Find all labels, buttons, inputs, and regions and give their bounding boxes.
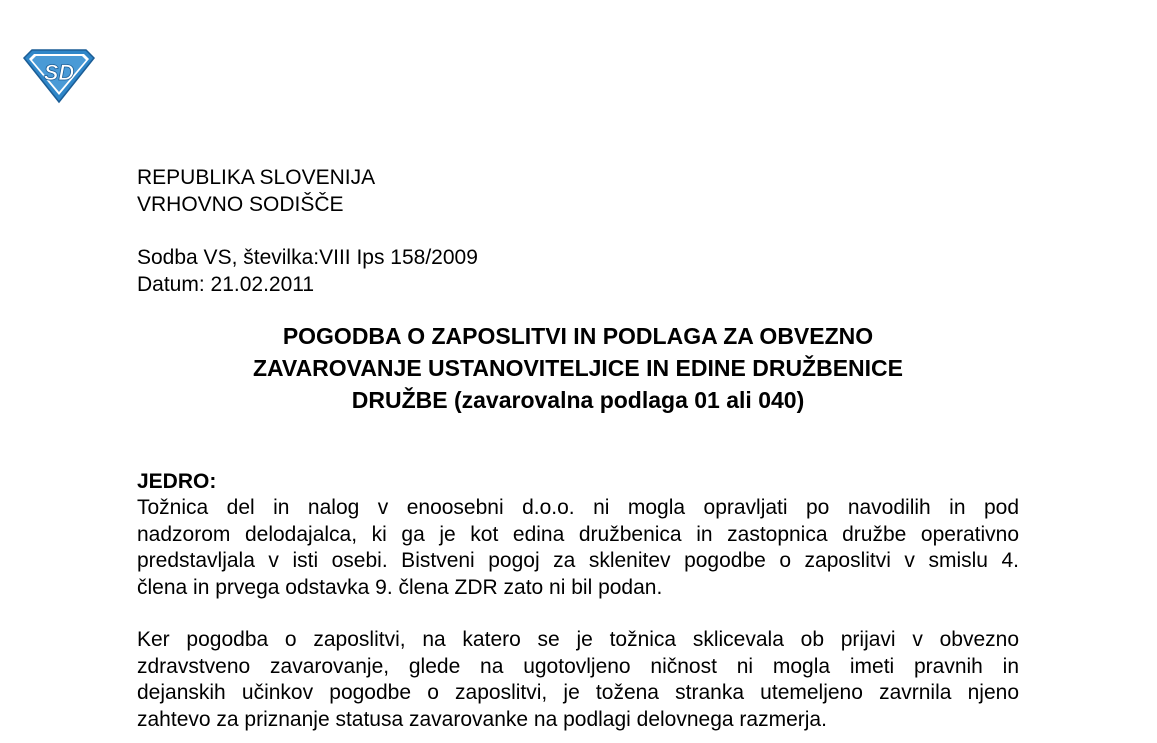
title-line: POGODBA O ZAPOSLITVI IN PODLAGA ZA OBVEZNO (282, 323, 874, 349)
section-heading: JEDRO: (137, 470, 217, 493)
paragraph-line: nadzorom delodajalca, ki ga je kot edina družbenica in zastopnica družbe operativno (137, 522, 1019, 546)
title-line: ZAVAROVANJE USTANOVITELJICE IN EDINE DRUŽBENICE (252, 355, 904, 381)
core-paragraph-1 (137, 495, 1019, 601)
paragraph-line: zdravstveno zavarovanje, glede na ugotovljeno ničnost ni mogla imeti pravnih in (137, 654, 1019, 678)
court-name: VRHOVNO SODIŠČE (137, 193, 344, 216)
title-line: DRUŽBE (zavarovalna podlaga 01 ali 040) (351, 387, 805, 413)
document-body (137, 164, 1019, 733)
sd-logo (22, 48, 96, 104)
core-paragraph-2 (137, 627, 1019, 733)
case-number: Sodba VS, številka:VIII Ips 158/2009 (137, 246, 478, 269)
document-title (137, 320, 1019, 416)
court-country: REPUBLIKA SLOVENIJA (137, 166, 376, 189)
paragraph-line: Ker pogodba o zaposlitvi, na katero se je tožnica sklicevala ob prijavi v obvezno (137, 628, 1019, 651)
paragraph-line: predstavljala v isti osebi. Bistveni pogoj za sklenitev pogodbe o zaposlitvi v smislu 4. (137, 549, 1019, 572)
paragraph-line: dejanskih učinkov pogodbe o zaposlitvi, je tožena stranka utemeljeno zavrnila njeno (137, 681, 1019, 704)
paragraph-line: zahtevo za priznanje statusa zavarovanke na podlagi delovnega razmerja. (137, 707, 827, 731)
paragraph-line: Tožnica del in nalog v enoosebni d.o.o. ni mogla opravljati po navodilih in pod (137, 496, 1019, 519)
paragraph-line: člena in prvega odstavka 9. člena ZDR zato ni bil podan. (137, 575, 663, 599)
logo-text: SD (43, 60, 75, 85)
case-date: Datum: 21.02.2011 (137, 273, 315, 296)
